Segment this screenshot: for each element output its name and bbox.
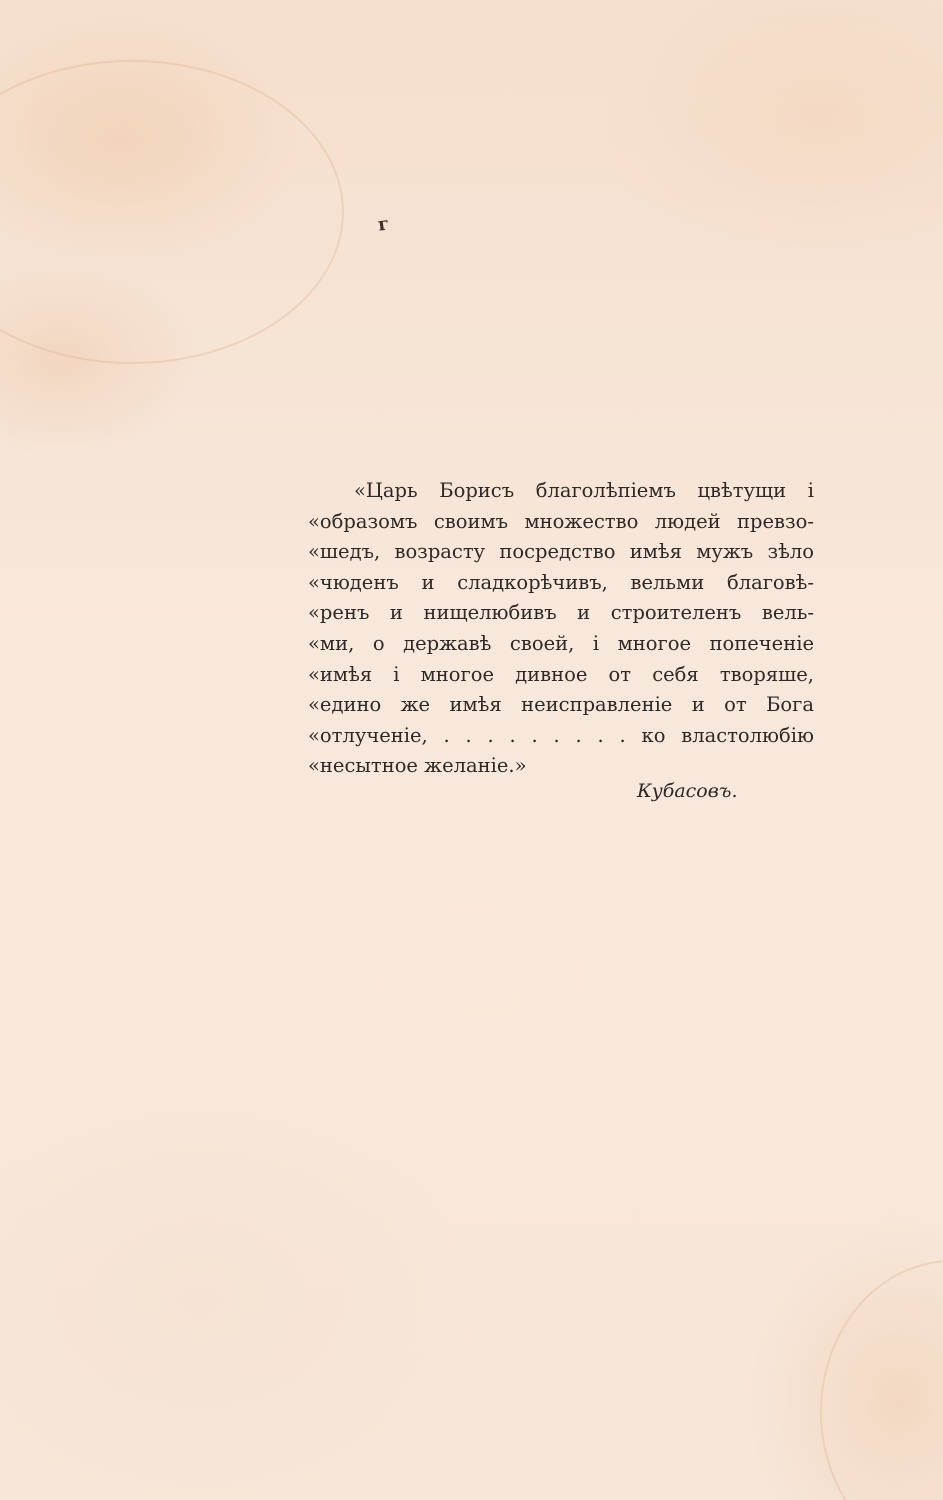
quote-line: «ренъ и нищелюбивъ и строителенъ вель- [308, 601, 814, 625]
quote-line: «Царь Борисъ благолѣпіемъ цвѣтущи і [354, 479, 814, 502]
printer-mark: г [376, 213, 391, 236]
quote-line: «шедъ, возрасту посредство имѣя мужъ зѣло [308, 540, 814, 564]
quote-line: «отлученіе, . . . . . . . . . ко властолюбію [308, 723, 814, 747]
quote-line: «едино же имѣя неисправленіе и от Бога [308, 693, 814, 717]
quote-block [308, 476, 814, 782]
water-stain [820, 1260, 943, 1500]
water-stain [0, 60, 344, 364]
quote-line: «ми, о державѣ своей, і многое попеченіе [308, 631, 814, 655]
quote-line: «чюденъ и сладкорѣчивъ, вельми благовѣ- [308, 570, 814, 594]
quote-line: «имѣя і многое дивное от себя творяше, [308, 662, 814, 686]
quote-line: «несытное желаніе.» [308, 754, 527, 778]
quote-line: «образомъ своимъ множество людей превзо- [308, 509, 814, 533]
author-signature: Кубасовъ. [637, 780, 738, 802]
